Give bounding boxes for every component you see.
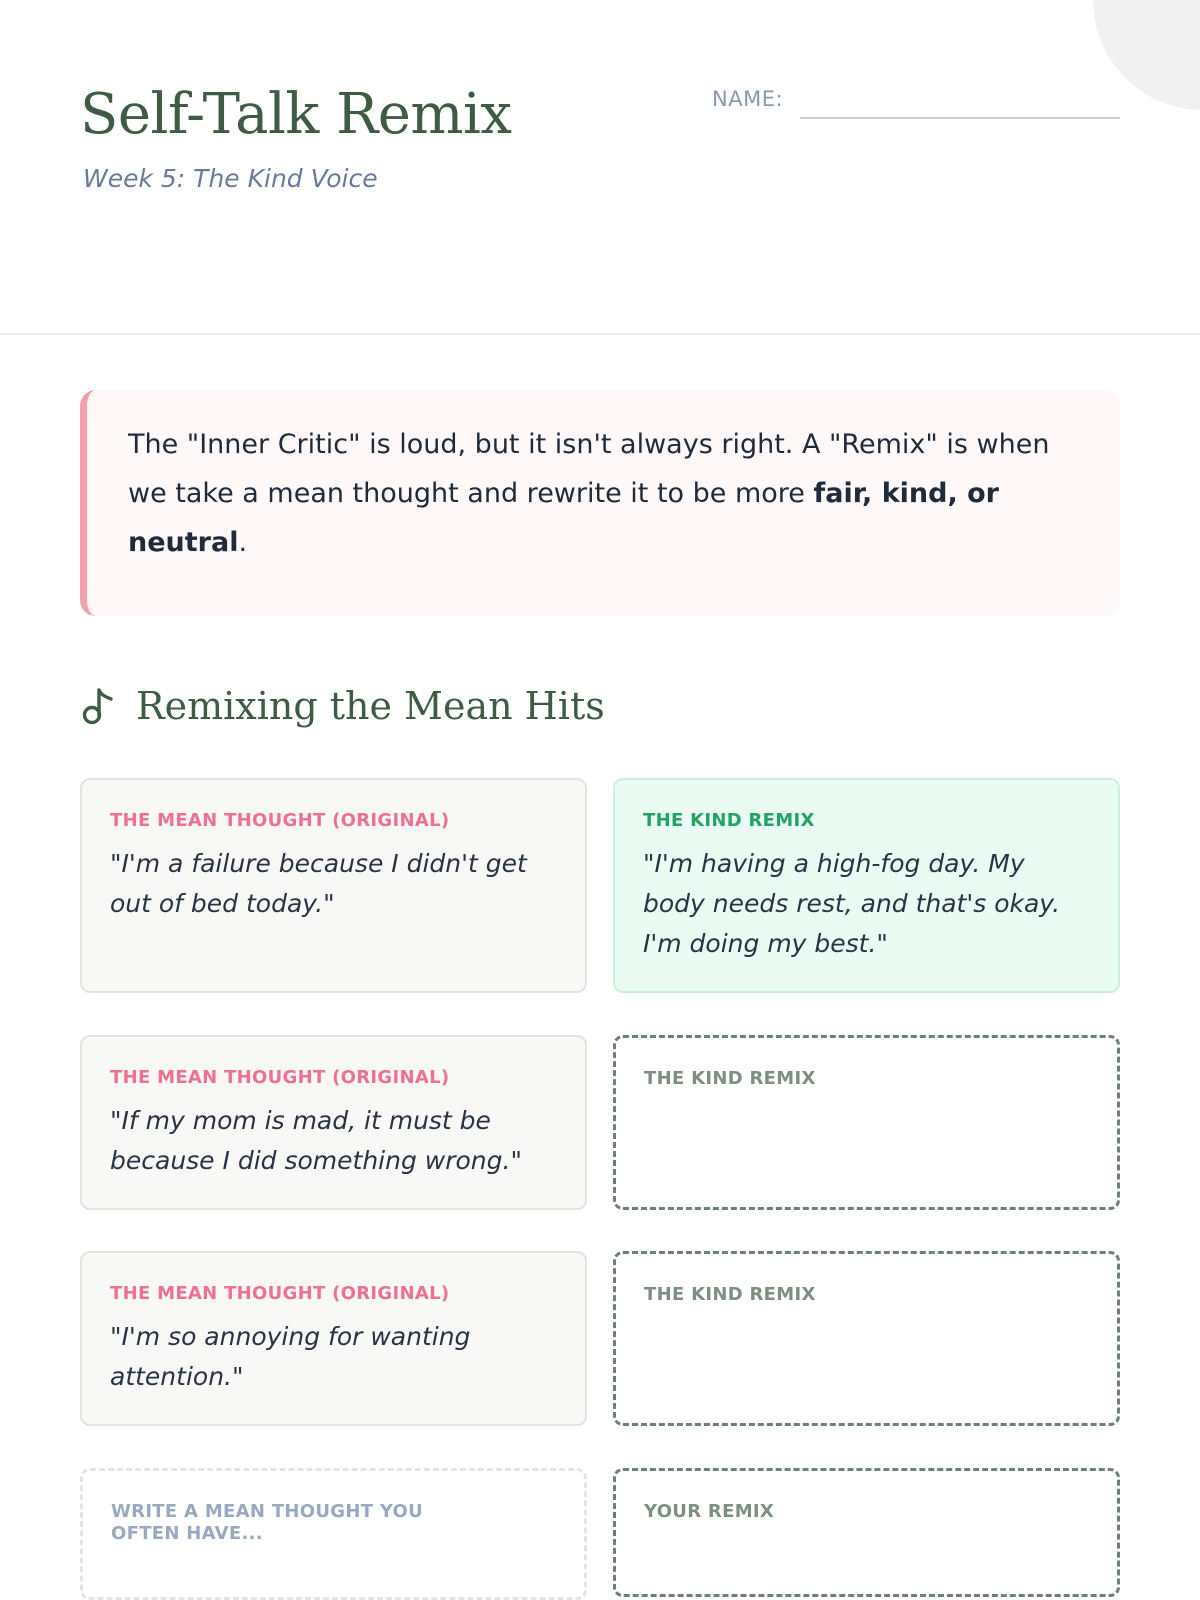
- mean-thought-label: THE MEAN THOUGHT (ORIGINAL): [110, 810, 450, 831]
- mean-thought-text: "I'm a failure because I didn't get out of bed today.": [110, 849, 527, 918]
- header-divider: [0, 333, 1200, 335]
- intro-text-end: .: [238, 527, 248, 558]
- intro-bold-text: fair, kind, or neutral: [128, 478, 999, 558]
- mean-thought-card: [80, 778, 587, 993]
- section-heading: [82, 680, 605, 732]
- section-title: Remixing the Mean Hits: [136, 684, 605, 728]
- own-mean-thought-prompt: WRITE A MEAN THOUGHT YOU OFTEN HAVE...: [111, 1501, 424, 1544]
- your-remix-writing-box[interactable]: [613, 1468, 1120, 1597]
- your-remix-label: YOUR REMIX: [644, 1501, 775, 1522]
- mean-thought-card: [80, 1035, 587, 1210]
- kind-remix-label: THE KIND REMIX: [644, 1284, 816, 1305]
- mean-thought-label: THE MEAN THOUGHT (ORIGINAL): [110, 1283, 450, 1304]
- name-field[interactable]: [800, 117, 1120, 119]
- name-label: NAME:: [712, 87, 784, 111]
- kind-remix-label: THE KIND REMIX: [643, 810, 815, 831]
- intro-callout: [80, 390, 1120, 616]
- mean-thought-label: THE MEAN THOUGHT (ORIGINAL): [110, 1067, 450, 1088]
- kind-remix-label: THE KIND REMIX: [644, 1068, 816, 1089]
- mean-thought-card: [80, 1251, 587, 1426]
- page-subtitle: Week 5: The Kind Voice: [83, 164, 378, 193]
- intro-text: The "Inner Critic" is loud, but it isn't always right. A "Remix" is when we take a mean thought and rewrite it to be more: [128, 429, 1050, 509]
- own-mean-thought-writing-box[interactable]: [80, 1468, 587, 1600]
- page-title: Self-Talk Remix: [80, 82, 512, 147]
- kind-remix-writing-box[interactable]: [613, 1035, 1120, 1210]
- kind-remix-card: [613, 778, 1120, 993]
- music-note-icon: [82, 686, 118, 726]
- mean-thought-text: "I'm so annoying for wanting attention.": [110, 1322, 471, 1391]
- kind-remix-writing-box[interactable]: [613, 1251, 1120, 1426]
- kind-remix-text: "I'm having a high-fog day. My body needs rest, and that's okay. I'm doing my best.": [643, 849, 1061, 958]
- mean-thought-text: "If my mom is mad, it must be because I did something wrong.": [110, 1106, 522, 1175]
- decorative-circle: [1093, 0, 1200, 110]
